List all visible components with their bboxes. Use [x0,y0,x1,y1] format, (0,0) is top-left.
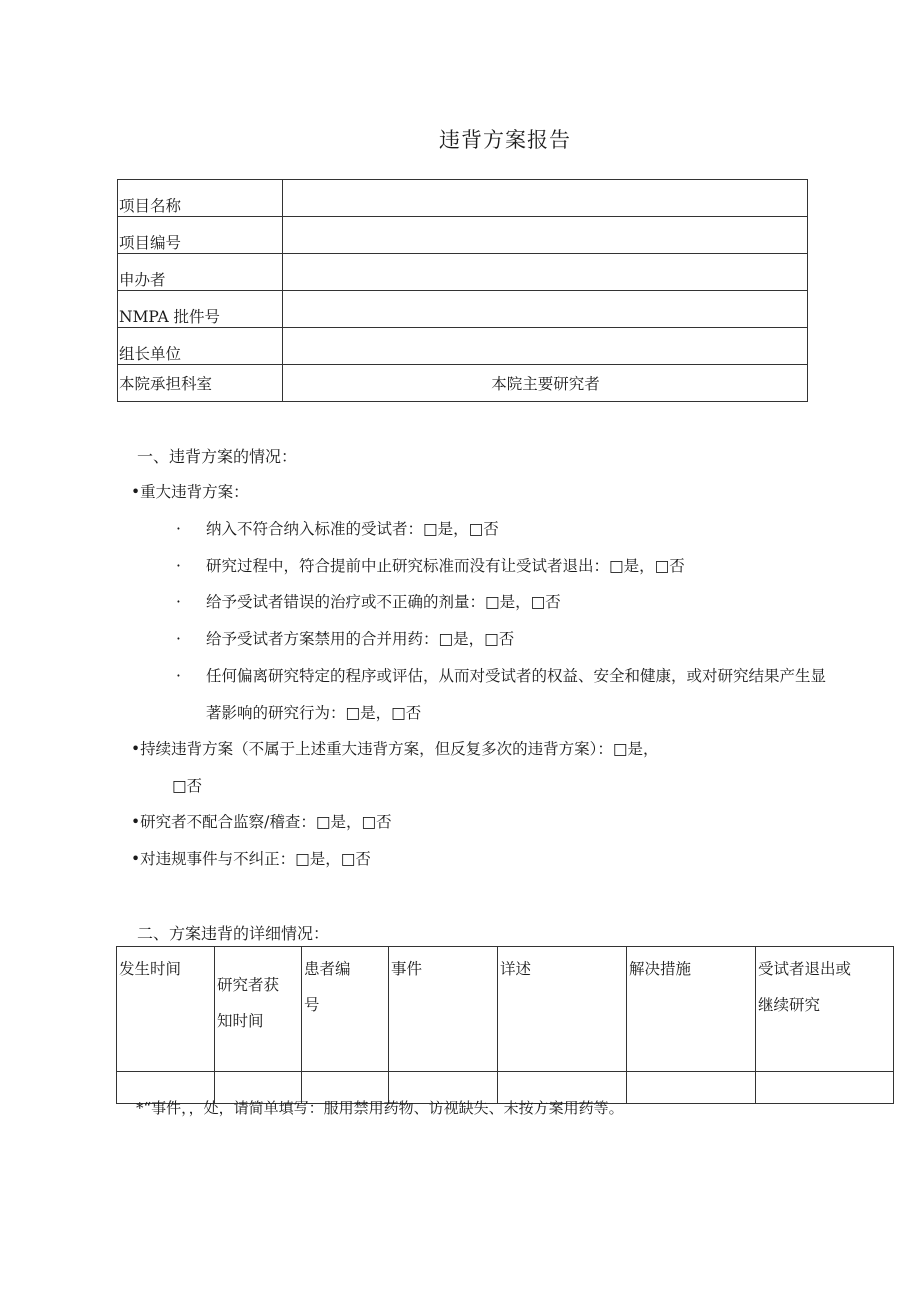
col-occurrence-time: 发生时间 [117,947,215,1072]
col-withdraw-or-continue: 受试者退出或 继续研究 [756,947,894,1072]
cell-withdraw-or-continue[interactable] [756,1072,894,1104]
noncooperation-line: •研究者不配合监察/稽查：□是，□否 [131,813,392,831]
major-item-2: 研究过程中，符合提前中止研究标准而没有让受试者退出：□是，□否 [206,557,685,575]
col-patient-no: 患者编 号 [302,947,389,1072]
project-info-table [117,179,808,402]
correction-line: •对违规事件与不纠正：□是，□否 [131,850,371,868]
nmpa-label: NMPA 批件号 [118,291,283,328]
nmpa-value[interactable] [283,291,808,328]
continuous-violation-line2: □否 [172,777,203,795]
major-violation-heading: •重大违背方案： [131,483,249,501]
leader-unit-label: 组长单位 [118,328,283,365]
major-item-3: 给予受试者错误的治疗或不正确的剂量：□是，□否 [206,593,561,611]
section2-heading: 二、方案违背的详细情况： [137,924,330,943]
project-no-label: 项目编号 [118,217,283,254]
continuous-violation-line1: •持续违背方案（不属于上述重大违背方案，但反复多次的违背方案）：□是， [131,740,659,758]
project-no-value[interactable] [283,217,808,254]
col-aware-time: 研究者获 知时间 [215,947,302,1072]
pi-label: 本院主要研究者 [283,365,808,402]
project-name-label: 项目名称 [118,180,283,217]
list-item: · 给予受试者错误的治疗或不正确的剂量：□是，□否 [176,593,561,611]
major-item-5-cont: 著影响的研究行为：□是，□否 [206,704,422,722]
list-item: · 研究过程中，符合提前中止研究标准而没有让受试者退出：□是，□否 [176,557,685,575]
list-item: · 给予受试者方案禁用的合并用药：□是，□否 [176,630,515,648]
col-detail: 详述 [498,947,627,1072]
sponsor-value[interactable] [283,254,808,291]
cell-solution[interactable] [627,1072,756,1104]
col-solution: 解决措施 [627,947,756,1072]
violation-detail-table [116,946,894,1104]
section1-heading: 一、违背方案的情况： [137,447,298,466]
page-title: 违背方案报告 [439,128,571,152]
project-name-value[interactable] [283,180,808,217]
list-item: · 任何偏离研究特定的程序或评估，从而对受试者的权益、安全和健康，或对研究结果产生显 [176,667,827,685]
list-item: · 纳入不符合纳入标准的受试者：□是，□否 [176,520,499,538]
sponsor-label: 申办者 [118,254,283,291]
major-item-5: 任何偏离研究特定的程序或评估，从而对受试者的权益、安全和健康，或对研究结果产生显 [206,667,827,685]
footnote: *“事件，，处，请简单填写：服用禁用药物、访视缺失、未按方案用药等。 [136,1099,624,1117]
dept-label: 本院承担科室 [118,365,283,402]
major-item-4: 给予受试者方案禁用的合并用药：□是，□否 [206,630,515,648]
col-event: 事件 [389,947,498,1072]
leader-unit-value[interactable] [283,328,808,365]
major-item-1: 纳入不符合纳入标准的受试者：□是，□否 [206,520,499,538]
